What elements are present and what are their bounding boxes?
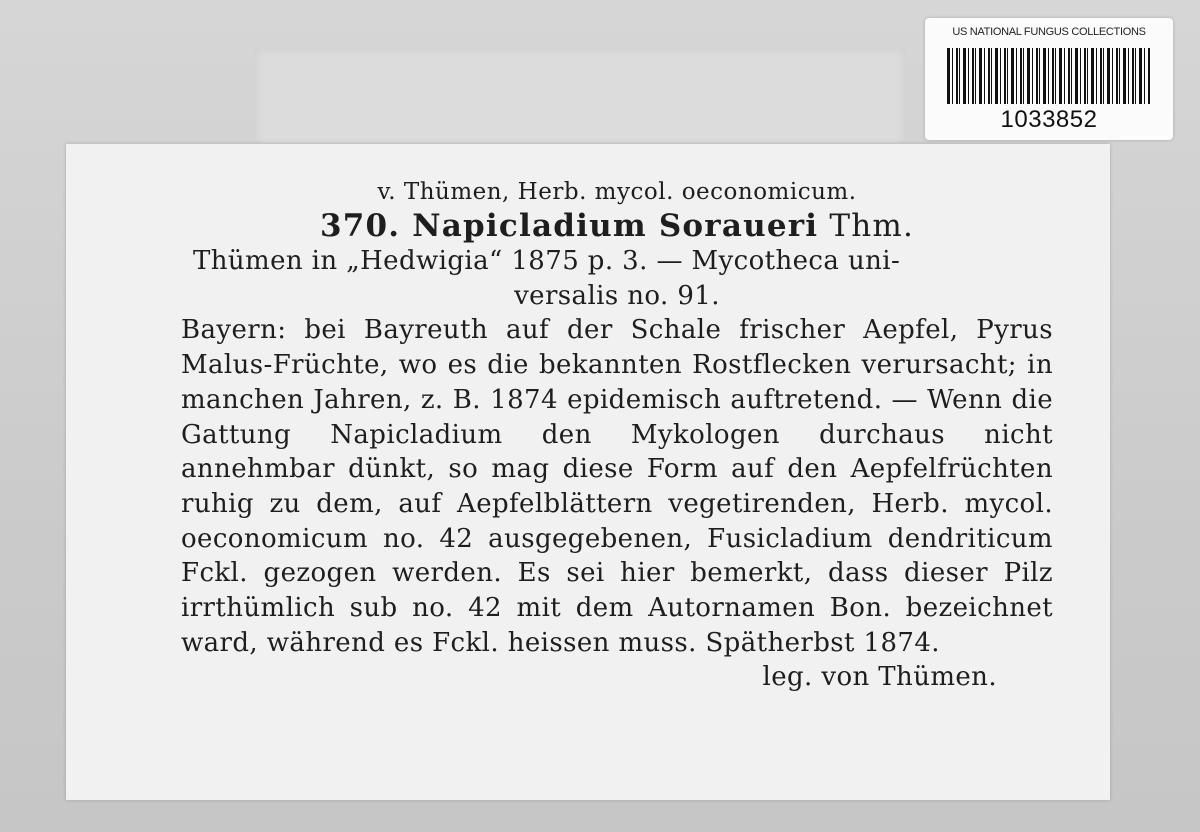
- species-title: [181, 208, 1053, 244]
- collector-line: leg. von Thümen.: [762, 662, 997, 693]
- barcode-label: [925, 18, 1173, 140]
- species-number-name: 370. Napicladium Sorauerі: [319, 208, 819, 244]
- herbarium-name: v. Thümen, Herb. mycol. oeconomicum.: [377, 179, 857, 205]
- specimen-label: [66, 144, 1110, 800]
- label-body: Bayern: bei Bayreuth auf der Schale frischer Aepfel, Pyrus Malus-Früchte, wo es die bekannten Rostflecken verursacht; in manchen Jahren, z. B. 1874 epidemisch auftretend. — Wenn die Gattung Napicladium den Mykologen durchaus nicht annehmbar dünkt, so mag diese Form auf den Aepfelfrüchten ruhig zu dem, auf Aepfelblättern vegetirenden, Herb. mycol. oeconomicum no. 42 ausgegebenen, Fusicladium dendriticum Fckl. gezogen werden. Es sei hier bemerkt, dass dieser Pilz irrthümlich sub no. 42 mit dem Autornamen Bon. bezeichnet ward, während es Fckl. heissen muss. Spätherbst 1874.: [181, 315, 1053, 658]
- reference-line-2: versalis no. 91.: [514, 280, 720, 311]
- reference-line-1: Thümen in „Hedwigia“ 1875 p. 3. — Mycotheca uni-: [193, 246, 901, 276]
- collection-name: US NATIONAL FUNGUS COLLECTIONS: [952, 26, 1146, 38]
- label-text: [181, 178, 1053, 695]
- barcode-icon: [947, 48, 1151, 104]
- catalog-number: 1033852: [1000, 106, 1098, 133]
- species-author: Thm.: [829, 208, 915, 244]
- tape-strip: [255, 48, 905, 146]
